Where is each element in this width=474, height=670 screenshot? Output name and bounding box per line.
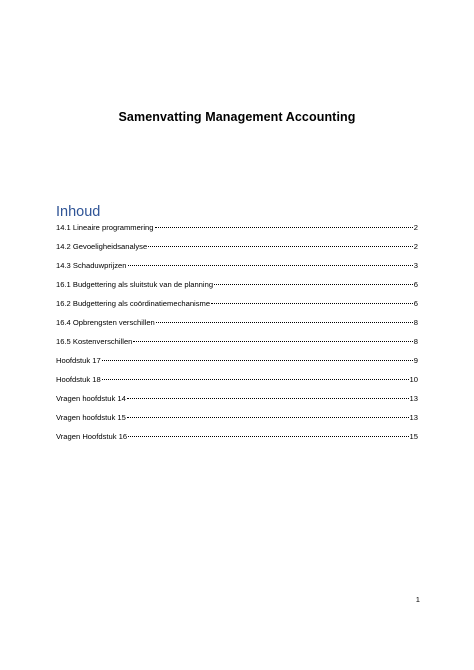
table-of-contents	[56, 222, 418, 450]
toc-entry-label: Hoofdstuk 17	[56, 356, 101, 365]
toc-entry-label: Vragen hoofdstuk 15	[56, 413, 126, 422]
toc-dot-leader	[128, 436, 408, 437]
toc-entry-page: 10	[409, 375, 418, 384]
toc-entry-16-5[interactable]	[56, 336, 418, 355]
toc-heading: Inhoud	[56, 204, 101, 220]
toc-entry-16-1[interactable]	[56, 279, 418, 298]
toc-entry-14-2[interactable]	[56, 241, 418, 260]
toc-entry-vragen-14[interactable]	[56, 393, 418, 412]
page-number: 1	[415, 595, 420, 604]
toc-entry-page: 8	[413, 337, 418, 346]
toc-entry-page: 2	[413, 242, 418, 251]
toc-entry-14-3[interactable]	[56, 260, 418, 279]
toc-entry-page: 6	[413, 299, 418, 308]
toc-entry-16-2[interactable]	[56, 298, 418, 317]
toc-entry-label: Hoofdstuk 18	[56, 375, 101, 384]
toc-entry-page: 9	[413, 356, 418, 365]
toc-entry-page: 8	[413, 318, 418, 327]
toc-entry-label: 14.2 Gevoeligheidsanalyse	[56, 242, 148, 251]
toc-entry-vragen-16[interactable]	[56, 431, 418, 450]
toc-dot-leader	[133, 341, 412, 342]
toc-entry-label: 16.5 Kostenverschillen	[56, 337, 133, 346]
toc-dot-leader	[102, 360, 413, 361]
toc-entry-hoofdstuk-18[interactable]	[56, 374, 418, 393]
toc-entry-label: 14.3 Schaduwprijzen	[56, 261, 127, 270]
toc-entry-page: 3	[413, 261, 418, 270]
toc-dot-leader	[128, 265, 413, 266]
toc-dot-leader	[156, 322, 413, 323]
toc-entry-page: 15	[409, 432, 418, 441]
toc-entry-label: 16.2 Budgettering als coördinatiemechanisme	[56, 299, 211, 308]
toc-entry-page: 13	[409, 413, 418, 422]
toc-entry-page: 6	[413, 280, 418, 289]
toc-entry-14-1[interactable]	[56, 222, 418, 241]
toc-entry-label: 16.1 Budgettering als sluitstuk van de planning	[56, 280, 214, 289]
toc-entry-hoofdstuk-17[interactable]	[56, 355, 418, 374]
toc-entry-page: 13	[409, 394, 418, 403]
toc-dot-leader	[214, 284, 413, 285]
toc-dot-leader	[211, 303, 413, 304]
toc-dot-leader	[148, 246, 413, 247]
toc-dot-leader	[127, 398, 409, 399]
toc-dot-leader	[155, 227, 413, 228]
document-title: Samenvatting Management Accounting	[118, 110, 356, 124]
toc-dot-leader	[127, 417, 409, 418]
toc-entry-label: Vragen Hoofdstuk 16	[56, 432, 128, 441]
toc-entry-vragen-15[interactable]	[56, 412, 418, 431]
toc-entry-label: 14.1 Lineaire programmering	[56, 223, 154, 232]
toc-dot-leader	[102, 379, 409, 380]
toc-entry-16-4[interactable]	[56, 317, 418, 336]
toc-entry-page: 2	[413, 223, 418, 232]
toc-entry-label: Vragen hoofdstuk 14	[56, 394, 126, 403]
toc-entry-label: 16.4 Opbrengsten verschillen	[56, 318, 155, 327]
